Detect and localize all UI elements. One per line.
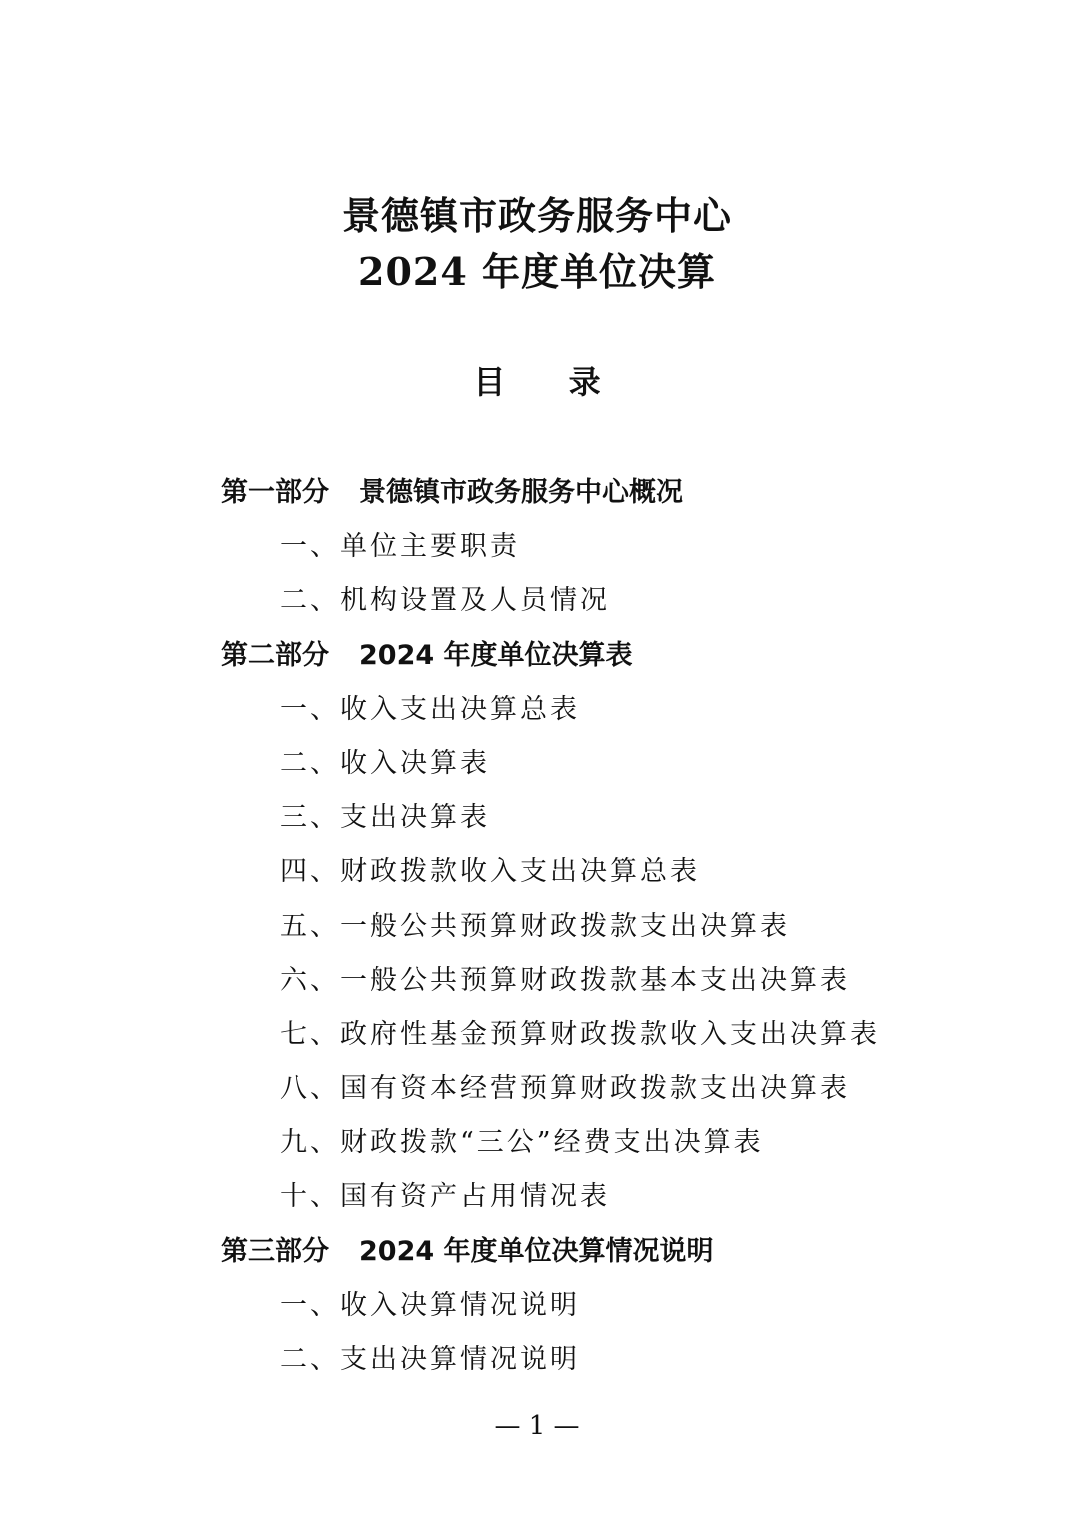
toc-part-title: 2024 年度单位决算情况说明 xyxy=(359,1235,714,1267)
toc-item: 一、单位主要职责 xyxy=(280,531,520,563)
page-number: — 1 — xyxy=(494,1411,580,1441)
toc-heading: 目 录 xyxy=(473,363,601,401)
title-line-unit-name: 景德镇市政务服务中心 xyxy=(341,193,732,238)
toc-item: 六、一般公共预算财政拨款基本支出决算表 xyxy=(280,964,850,996)
toc-part-label: 第二部分 xyxy=(221,639,329,671)
table-of-contents xyxy=(0,466,1074,1387)
toc-part-title: 2024 年度单位决算表 xyxy=(359,639,633,671)
toc-item: 七、政府性基金预算财政拨款收入支出决算表 xyxy=(280,1018,880,1050)
toc-part-1 xyxy=(0,466,1074,520)
toc-part-title: 景德镇市政务服务中心概况 xyxy=(359,477,683,508)
title-line-report-name: 2024 年度单位决算 xyxy=(358,249,716,294)
toc-item: 二、机构设置及人员情况 xyxy=(280,585,610,617)
toc-item: 四、财政拨款收入支出决算总表 xyxy=(280,856,700,888)
toc-part-label: 第三部分 xyxy=(221,1235,329,1267)
toc-part-3 xyxy=(0,1225,1074,1279)
toc-part-2 xyxy=(0,629,1074,683)
toc-item: 九、财政拨款“三公”经费支出决算表 xyxy=(280,1127,764,1159)
toc-item: 二、支出决算情况说明 xyxy=(280,1344,580,1375)
toc-item: 五、一般公共预算财政拨款支出决算表 xyxy=(280,910,790,942)
toc-item: 二、收入决算表 xyxy=(280,747,490,779)
toc-item: 八、国有资本经营预算财政拨款支出决算表 xyxy=(280,1073,850,1105)
document-title xyxy=(0,188,1074,300)
toc-item: 三、支出决算表 xyxy=(280,802,490,834)
toc-item: 十、国有资产占用情况表 xyxy=(280,1181,610,1213)
toc-item: 一、收入决算情况说明 xyxy=(280,1289,580,1321)
toc-part-label: 第一部分 xyxy=(221,477,329,508)
toc-item: 一、收入支出决算总表 xyxy=(280,693,580,725)
